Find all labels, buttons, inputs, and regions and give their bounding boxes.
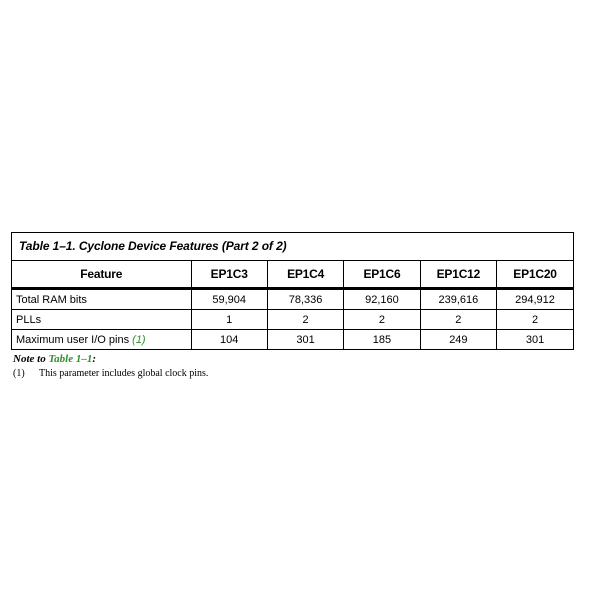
footnote-number: (1) [13, 368, 25, 379]
row-label [12, 330, 191, 350]
note-prefix: Note to [13, 353, 49, 365]
table-row [12, 289, 573, 310]
table-cell: 239,616 [420, 289, 496, 310]
column-header-ep1c3: EP1C3 [191, 261, 267, 289]
feature-name: Maximum user I/O pins [16, 333, 130, 346]
footnote-ref-link[interactable]: (1) [132, 333, 146, 346]
table-cell: 104 [191, 330, 267, 350]
table-cell: 2 [267, 310, 343, 330]
footnote-item [13, 368, 208, 379]
column-header-ep1c20: EP1C20 [497, 261, 573, 289]
table-cell: 59,904 [191, 289, 267, 310]
table-cell: 1 [191, 310, 267, 330]
table-cell: 2 [420, 310, 496, 330]
table-cell: 294,912 [497, 289, 573, 310]
table-cell: 92,160 [344, 289, 420, 310]
column-header-ep1c12: EP1C12 [420, 261, 496, 289]
table-cell: 301 [497, 330, 573, 350]
table-row [12, 310, 573, 330]
note-suffix: : [92, 353, 97, 365]
table-cell: 2 [497, 310, 573, 330]
feature-name: PLLs [16, 313, 42, 326]
footnote-text: This parameter includes global clock pins. [39, 368, 209, 379]
table-row [12, 330, 573, 350]
table-cell: 249 [420, 330, 496, 350]
table-cell: 185 [344, 330, 420, 350]
row-label [12, 310, 191, 330]
table-caption: Table 1–1. Cyclone Device Features (Part 2 of 2) [12, 233, 573, 261]
column-header-ep1c4: EP1C4 [267, 261, 343, 289]
row-label [12, 289, 191, 310]
table-cell: 78,336 [267, 289, 343, 310]
table-cell: 301 [267, 330, 343, 350]
column-header-ep1c6: EP1C6 [344, 261, 420, 289]
features-table [11, 232, 574, 350]
note-heading [13, 353, 96, 365]
header-row [12, 261, 573, 289]
table-cell: 2 [344, 310, 420, 330]
column-header-feature: Feature [12, 261, 191, 289]
features-grid [12, 261, 573, 349]
table-reference-link[interactable]: Table 1–1 [48, 353, 93, 365]
feature-name: Total RAM bits [16, 293, 87, 306]
